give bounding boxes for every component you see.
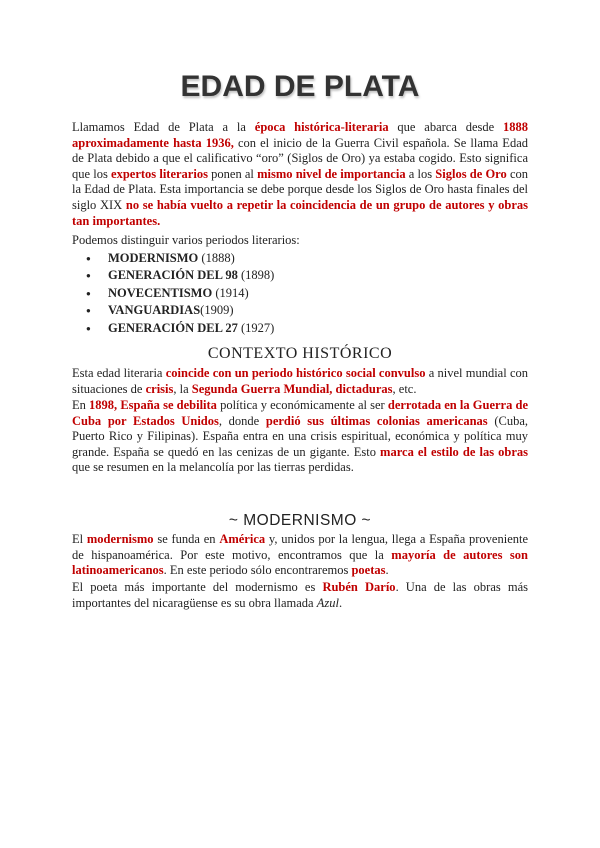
- list-item: [108, 302, 274, 319]
- highlight-text: Segunda Guerra Mundial, dictaduras: [191, 381, 393, 396]
- intro-paragraph: [72, 120, 528, 229]
- period-name: NOVECENTISMO: [108, 285, 213, 300]
- modernismo-text: . En este periodo sólo encontraremos: [163, 563, 352, 578]
- intro-text: con el inicio de la Guerra Civil española. Se llama Edad de Plata debido a que el calificativo “oro” (Siglos de Oro) ya estaba cogido. Esto significa que los: [72, 135, 528, 181]
- modernismo-text: y, unidos por la lengua, llega a España proveniente de hispanoamérica. Por este motivo, encontramos que la: [72, 532, 529, 562]
- context-paragraph-1: [72, 366, 528, 397]
- modernismo-text: El: [72, 532, 87, 546]
- modernismo-paragraph-2: [72, 580, 528, 611]
- period-year: (1909): [200, 303, 234, 318]
- context-text: , la: [173, 381, 192, 396]
- context-text: a nivel mundial con situaciones de: [72, 366, 528, 396]
- list-item: [108, 250, 274, 267]
- period-name: MODERNISMO: [108, 251, 199, 265]
- modernismo-text: . Una de las obras más importantes del nicaragüense es su obra llamada: [72, 580, 528, 610]
- intro-text: que abarca desde: [388, 120, 503, 134]
- highlight-text: 1888 aproximadamente hasta 1936,: [72, 120, 528, 150]
- highlight-text: Siglos de Oro: [435, 166, 507, 181]
- context-text: , etc.: [392, 381, 417, 396]
- modernismo-text: .: [385, 563, 389, 578]
- context-text: que se resumen en la melancolía por las tierras perdidas.: [72, 460, 354, 475]
- intro-text: con la Edad de Plata. Esta importancia se debe porque desde los Siglos de Oro hasta finales del siglo XIX: [72, 166, 528, 212]
- context-text: En: [72, 398, 90, 412]
- highlight-text: expertos literarios: [111, 166, 208, 181]
- highlight-text: 1898, España se debilita: [89, 398, 217, 412]
- modernismo-text: se funda en: [153, 532, 220, 546]
- highlight-text: coincide con un periodo histórico social convulso: [165, 366, 426, 380]
- context-text: , donde: [218, 413, 266, 428]
- period-name: GENERACIÓN DEL 27: [108, 320, 238, 335]
- list-item: [108, 267, 274, 284]
- context-text: Esta edad literaria: [72, 366, 166, 380]
- work-title: Azul: [316, 595, 339, 610]
- modernismo-heading: ~ MODERNISMO ~: [228, 512, 372, 529]
- highlight-text: mismo nivel de importancia: [257, 166, 406, 181]
- intro-text: a los: [405, 166, 436, 181]
- periods-intro: Podemos distinguir varios periodos literarios:: [72, 233, 300, 247]
- period-name: GENERACIÓN DEL 98: [108, 268, 238, 283]
- highlight-text: época histórica-literaria: [254, 120, 389, 134]
- context-heading: CONTEXTO HISTÓRICO: [207, 345, 393, 362]
- periods-list: [108, 250, 274, 337]
- list-item: [108, 320, 274, 337]
- context-paragraph-2: [72, 398, 528, 476]
- modernismo-paragraph-1: [72, 532, 528, 579]
- highlight-text: modernismo: [86, 532, 154, 546]
- modernismo-text: .: [338, 595, 343, 610]
- highlight-text: América: [219, 532, 266, 546]
- highlight-text: no se había vuelto a repetir la coincidencia de un grupo de autores y obras tan importantes.: [72, 197, 528, 228]
- period-year: (1898): [237, 268, 275, 283]
- period-year: (1927): [237, 320, 275, 335]
- page-title: EDAD DE PLATA: [180, 70, 420, 103]
- context-text: (Cuba, Puerto Rico y Filipinas). España entra en una crisis espiritual, económica y política muy grande. España se quedó en las cenizas de un gigante. Esto: [72, 413, 528, 459]
- highlight-text: derrotada en la Guerra de Cuba por Estados Unidos: [72, 398, 529, 428]
- highlight-text: crisis: [145, 381, 174, 396]
- period-year: (1888): [198, 251, 235, 265]
- intro-text: ponen al: [207, 166, 258, 181]
- period-year: (1914): [212, 285, 249, 300]
- highlight-text: poetas: [351, 563, 386, 578]
- highlight-text: Rubén Darío: [322, 580, 396, 594]
- context-text: política y económicamente al ser: [216, 398, 388, 412]
- highlight-text: perdió sus últimas colonias americanas: [265, 413, 488, 428]
- period-name: VANGUARDIAS: [108, 303, 201, 318]
- intro-text: Llamamos Edad de Plata a la: [72, 120, 255, 134]
- list-item: [108, 285, 274, 302]
- highlight-text: mayoría de autores son latinoamericanos: [72, 547, 528, 578]
- modernismo-text: El poeta más importante del modernismo es: [72, 580, 323, 594]
- highlight-text: marca el estilo de las obras: [380, 444, 529, 459]
